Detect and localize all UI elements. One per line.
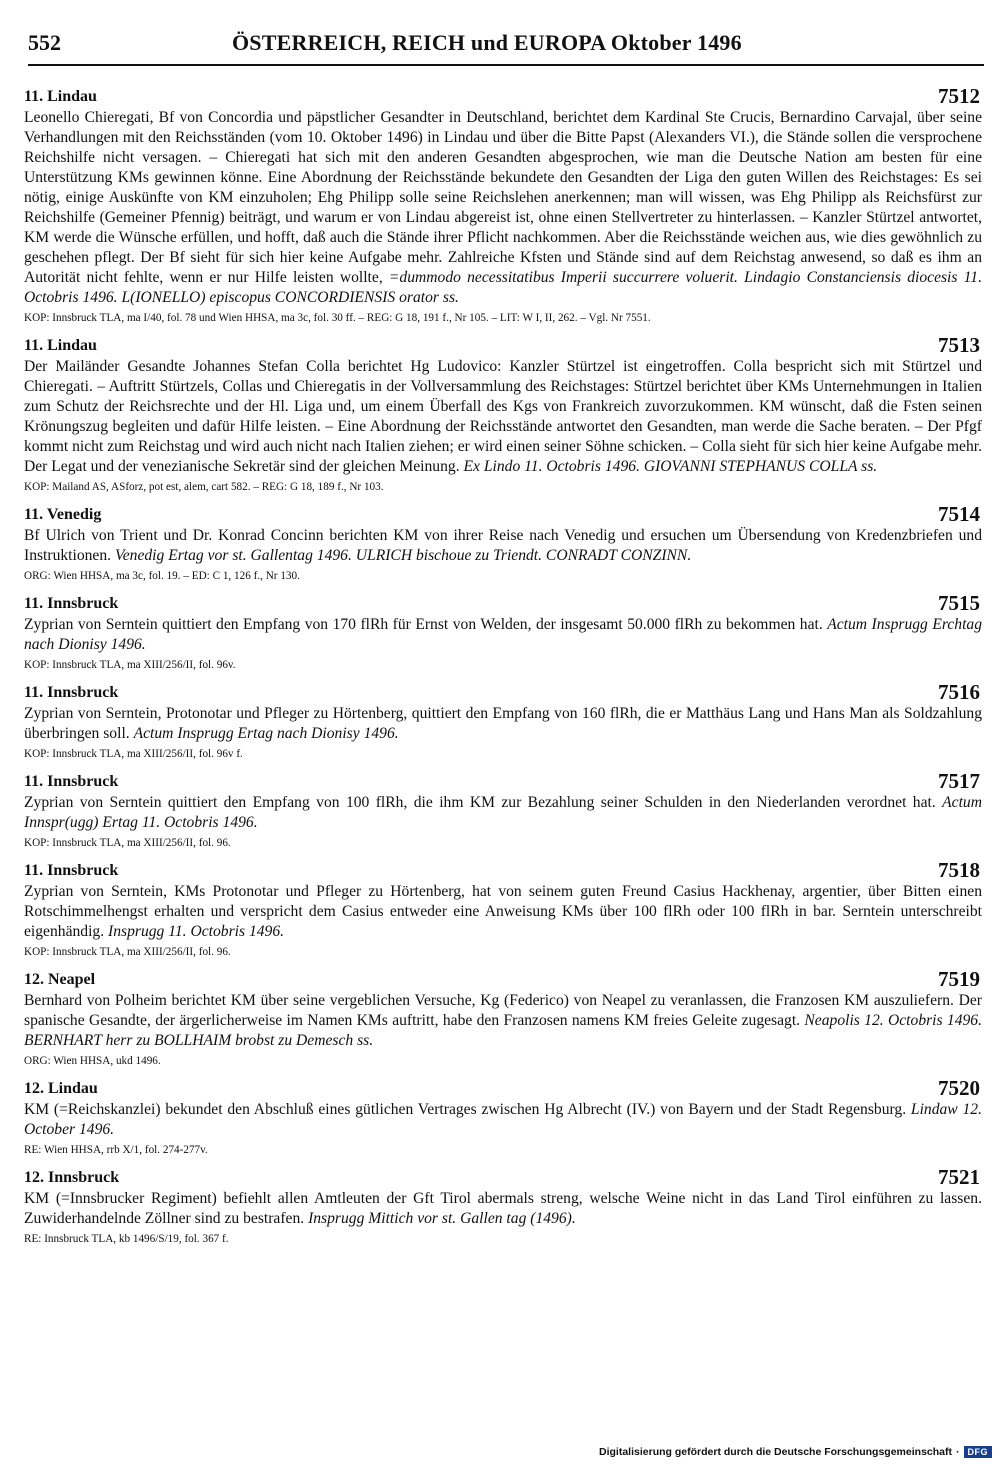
entry-signature: Insprugg Mittich vor st. Gallen tag (1496). — [308, 1210, 576, 1227]
entry-summary: KM (=Innsbrucker Regiment) befiehlt allen Amtleuten der Gft Tirol abermals streng, welsche Weine nicht in das Land Tirol einführen zu lassen. Zuwiderhandelnde Zöllner sind zu bestrafen. — [24, 1190, 982, 1227]
regest-entry — [24, 860, 982, 960]
entry-summary: KM (=Reichskanzlei) bekundet den Abschluß eines gütlichen Vertrages zwischen Hg Albrecht (IV.) von Bayern und der Stadt Regensburg. — [24, 1101, 911, 1118]
entry-text — [24, 1100, 982, 1140]
entry-header — [24, 1078, 982, 1098]
entry-signature: Neapolis 12. Octobris 1496. BERNHART herr zu BOLLHAIM brobst zu Demesch ss. — [24, 1012, 982, 1049]
entry-summary: Bf Ulrich von Trient und Dr. Konrad Concinn berichten KM von ihrer Reise nach Venedig und ersuchen um Übersendung von Kredenzbriefen und Instruktionen. — [24, 527, 982, 564]
entry-date: 11. Innsbruck — [24, 684, 119, 701]
entry-signature: Lindaw 12. October 1496. — [24, 1101, 983, 1138]
page-header — [28, 24, 984, 66]
entry-number: 7512 — [938, 84, 980, 108]
entry-date: 12. Lindau — [24, 1080, 98, 1097]
entry-header — [24, 682, 982, 702]
page-title: ÖSTERREICH, REICH und EUROPA Oktober 1496 — [232, 30, 742, 55]
entry-source: ORG: Wien HHSA, ukd 1496. — [24, 1055, 161, 1067]
footer: Digitalisierung gefördert durch die Deutsche Forschungsgemeinschaft · DFG — [599, 1446, 992, 1458]
entry-header — [24, 860, 982, 880]
entry-date: 11. Venedig — [24, 506, 102, 523]
regest-entry — [24, 86, 982, 326]
entry-date: 11. Innsbruck — [24, 595, 119, 612]
entry-signature: Actum Insprugg Erchtag nach Dionisy 1496. — [24, 616, 983, 653]
entry-signature: Actum Insprugg Ertag nach Dionisy 1496. — [133, 725, 399, 742]
regest-entry — [24, 1078, 982, 1158]
entry-source: RE: Innsbruck TLA, kb 1496/S/19, fol. 367 f. — [24, 1233, 229, 1245]
entry-signature: Ex Lindo 11. Octobris 1496. GIOVANNI STEPHANUS COLLA ss. — [463, 458, 878, 475]
dfg-logo-icon: DFG — [964, 1446, 993, 1458]
regest-entry — [24, 969, 982, 1069]
footer-credit: Digitalisierung gefördert durch die Deutsche Forschungsgemeinschaft — [599, 1446, 952, 1458]
entry-date: 12. Innsbruck — [24, 1169, 120, 1186]
entry-date: 11. Innsbruck — [24, 773, 119, 790]
entry-summary: Zyprian von Serntein quittiert den Empfang von 100 flRh, die ihm KM zur Bezahlung seiner Schulden in den Niederlanden verordnet hat. — [24, 794, 943, 811]
entry-number: 7521 — [938, 1165, 980, 1189]
regesta-list — [24, 86, 982, 1256]
entry-number: 7517 — [938, 769, 980, 793]
entry-number: 7519 — [938, 967, 980, 991]
entry-text — [24, 704, 982, 744]
entry-summary: Zyprian von Serntein, Protonotar und Pfleger zu Hörtenberg, quittiert den Empfang von 160 flRh, die er Matthäus Lang und Hans Man als Soldzahlung überbringen soll. — [24, 705, 982, 742]
entry-number: 7515 — [938, 591, 980, 615]
entry-date: 12. Neapel — [24, 971, 96, 988]
entry-number: 7516 — [938, 680, 980, 704]
entry-text — [24, 526, 982, 566]
entry-header — [24, 593, 982, 613]
entry-source: RE: Wien HHSA, rrb X/1, fol. 274-277v. — [24, 1144, 208, 1156]
regest-entry — [24, 771, 982, 851]
entry-date: 11. Innsbruck — [24, 862, 119, 879]
entry-signature: Insprugg 11. Octobris 1496. — [108, 923, 285, 940]
regest-entry — [24, 682, 982, 762]
entry-text — [24, 793, 982, 833]
entry-number: 7513 — [938, 333, 980, 357]
entry-source: ORG: Wien HHSA, ma 3c, fol. 19. – ED: C 1, 126 f., Nr 130. — [24, 570, 300, 582]
entry-header — [24, 86, 982, 106]
regest-entry — [24, 593, 982, 673]
entry-header — [24, 1167, 982, 1187]
regest-entry — [24, 335, 982, 495]
entry-signature: Actum Innspr(ugg) Ertag 11. Octobris 1496. — [24, 794, 982, 831]
entry-text — [24, 615, 982, 655]
entry-summary: Leonello Chieregati, Bf von Concordia und päpstlicher Gesandter in Deutschland, berichtet dem Kardinal Ste Crucis, Bernardino Carvajal, über seine Verhandlungen mit den Reichsständen (vom 10. Oktober 1496) in Lindau und über die Bitte Papst (Alexanders VI.), die Stände sollen die versprochene Reichshilfe nicht versagen. – Chieregati hat sich mit den anderen Gesandten abgesprochen, wie man die Deutsche Nation am besten für eine Unterstützung KMs gewinnen könne. Eine Abordnung der Reichsstände bekundete den Gesandten der Liga den guten Willen des Reichstages: Es sei nötig, einige Auskünfte von KM einzuholen; Ehg Philipp solle seine Reichslehen anerkennen; man will wissen, was Ehg Philipp als Reichsfürst zur Reichshilfe (Gemeiner Pfennig) beiträgt, und warum er von Lindau abgereist ist, ohne einen Stellvertreter zu hinterlassen. – Kanzler Stürtzel antwortet, KM werde die Wünsche erfüllen, und hofft, daß auch die Stände ihrer Pflicht nachkommen. Aber die Reichsstände weichen aus, wie dies gewöhnlich zu geschehen pflegt. Der Bf sieht für sich hier keine Aufgabe mehr. Zahlreiche Kfsten und Stände sind auf dem Reichstag anwesend, so daß es ihm an Autorität nicht fehlte, wenn er nur Hilfe leisten wollte, — [24, 109, 982, 286]
entry-header — [24, 335, 982, 355]
entry-source: KOP: Innsbruck TLA, ma XIII/256/II, fol. 96v f. — [24, 748, 243, 760]
entry-number: 7514 — [938, 502, 980, 526]
entry-date: 11. Lindau — [24, 337, 97, 354]
entry-text — [24, 991, 982, 1051]
entry-summary: Bernhard von Polheim berichtet KM über seine vergeblichen Versuche, Kg (Federico) von Neapel zu veranlassen, die Franzosen KM auszuliefern. Der spanische Gesandte, der ärgerlicherweise im Namen KMs auftritt, habe den Franzosen namens KM freies Geleite zugesagt. — [24, 992, 982, 1029]
entry-date: 11. Lindau — [24, 88, 97, 105]
entry-number: 7518 — [938, 858, 980, 882]
entry-signature: Venedig Ertag vor st. Gallentag 1496. ULRICH bischoue zu Triendt. CONRADT CONZINN. — [114, 547, 692, 564]
entry-source: KOP: Innsbruck TLA, ma XIII/256/II, fol. 96. — [24, 946, 231, 958]
regest-entry — [24, 1167, 982, 1247]
entry-text — [24, 882, 982, 942]
entry-signature: =dummodo necessitatibus Imperii succurrere voluerit. Lindagio Constanciensis diocesis 11. Octobris 1496. L(IONELLO) episcopus CONCORDIENSIS orator ss. — [24, 269, 982, 306]
entry-source: KOP: Innsbruck TLA, ma XIII/256/II, fol. 96. — [24, 837, 231, 849]
entry-summary: Zyprian von Serntein, KMs Protonotar und Pfleger zu Hörtenberg, hat von seinem guten Freund Casius Hackhenay, argentier, über Bitten einen Rotschimmelhengst erhalten und verspricht dem Casius entweder eine Anweisung KMs über 100 flRh oder 100 flRh in bar. Serntein unterschreibt eigenhändig. — [24, 883, 982, 940]
entry-text — [24, 357, 982, 477]
entry-text — [24, 1189, 982, 1229]
regest-entry — [24, 504, 982, 584]
entry-source: KOP: Mailand AS, ASforz, pot est, alem, cart 582. – REG: G 18, 189 f., Nr 103. — [24, 481, 384, 493]
entry-source: KOP: Innsbruck TLA, ma XIII/256/II, fol. 96v. — [24, 659, 236, 671]
entry-header — [24, 969, 982, 989]
entry-header — [24, 771, 982, 791]
entry-number: 7520 — [938, 1076, 980, 1100]
page-number: 552 — [28, 30, 61, 55]
entry-source: KOP: Innsbruck TLA, ma I/40, fol. 78 und Wien HHSA, ma 3c, fol. 30 ff. – REG: G 18, 191 f., Nr 105. – LIT: W I, II, 262. – Vgl. Nr 7551. — [24, 312, 651, 324]
entry-header — [24, 504, 982, 524]
entry-text — [24, 108, 982, 308]
entry-summary: Zyprian von Serntein quittiert den Empfang von 170 flRh für Ernst von Welden, der insgesamt 50.000 flRh zu bekommen hat. — [24, 616, 828, 633]
entry-summary: Der Mailänder Gesandte Johannes Stefan Colla berichtet Hg Ludovico: Kanzler Stürtzel ist eingetroffen. Colla bespricht sich mit Stürtzel und Chieregati. – Auftritt Stürtzels, Collas und Chieregatis in der Vollversammlung des Reichstages: Stürtzel berichtet über KMs Unternehmungen in Italien zum Schutz der Reichsrechte und der Hl. Liga und, um einem Überfall des Kgs von Frankreich zuvorzukommen. KM wünscht, daß die Fsten seinen Krönungszug begleiten und dafür Hilfe leisten. – Eine Abordnung der Reichsstände antwortet den Gesandten, man werde die Sache beraten. – Der Pfgf kommt nicht zum Reichstag und wird auch nicht nach Italien ziehen; er wird einen seiner Söhne schicken. – Colla sieht für sich hier keine Aufgabe mehr. Der Legat und der venezianische Sekretär sind der gleichen Meinung. — [24, 358, 982, 475]
